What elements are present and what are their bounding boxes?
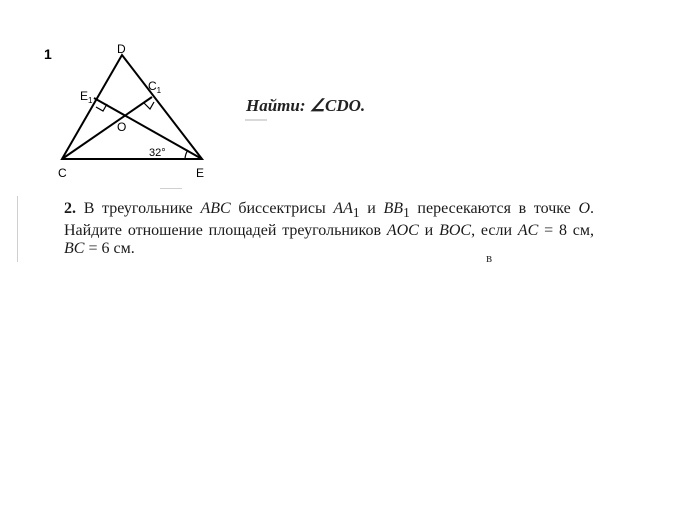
scan-artifact <box>160 188 182 189</box>
problem-2-number: 2. <box>64 200 76 217</box>
label-c1: $C_1$ <box>148 79 162 95</box>
find-label: Найти <box>246 96 300 115</box>
scan-edge-line <box>17 196 18 262</box>
label-c: C <box>58 166 67 180</box>
stray-letter: в <box>486 250 493 265</box>
find-target: : ∠CDO. <box>299 96 366 115</box>
right-angle-mark-c1 <box>144 102 154 109</box>
label-d: D <box>117 42 126 56</box>
problem-2-text: 2. В треугольнике ABC биссектрисы $AA_1$ и $BB_1$ пересекаются в точке O. Найдите отношение площадей треугольников AOC и BOC, если AC = 8 см, BC = 6 см. <box>64 200 595 258</box>
scan-artifact <box>245 119 267 121</box>
label-o: O <box>117 120 127 134</box>
label-e: E <box>196 166 205 180</box>
label-e1: $E_1$ <box>80 89 93 105</box>
triangle-figure <box>40 40 230 190</box>
find-statement <box>246 96 365 116</box>
label-angle: 32° <box>149 147 166 159</box>
problem-1-number: 1 <box>44 46 52 62</box>
angle-arc-e <box>185 150 188 159</box>
